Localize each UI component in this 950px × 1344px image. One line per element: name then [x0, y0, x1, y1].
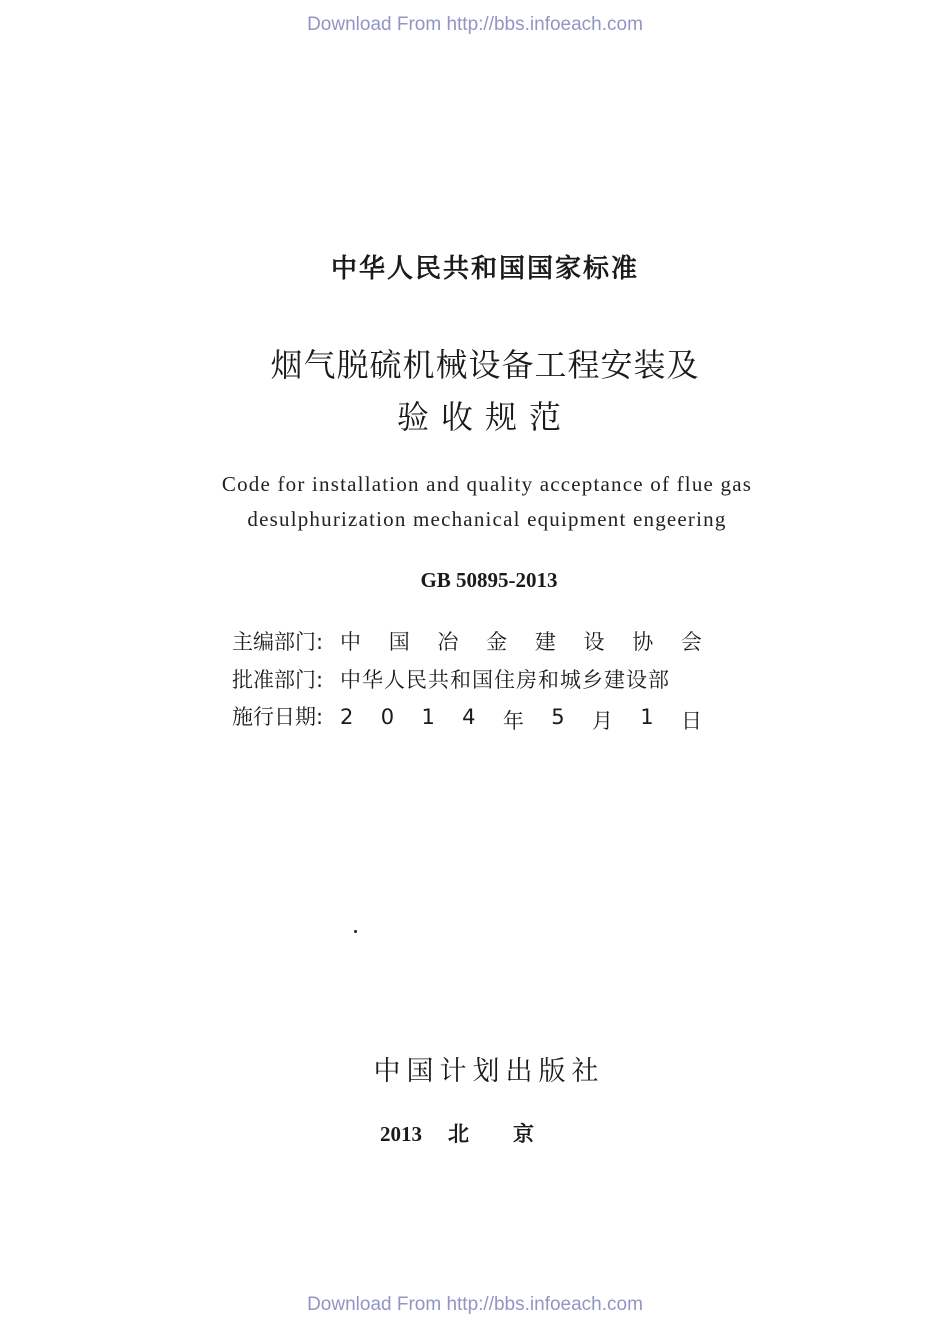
date-value: [340, 705, 702, 735]
editor-char: 中: [340, 630, 361, 654]
editor-row: [232, 626, 702, 656]
approver-row: [232, 664, 702, 694]
date-char: 5: [551, 705, 565, 729]
publication-place: [380, 1118, 578, 1148]
date-char: 日: [681, 709, 702, 733]
date-char: 4: [462, 705, 476, 729]
approver-value: 中华人民共和国住房和城乡建设部: [340, 668, 670, 692]
editor-char: 金: [486, 630, 508, 654]
publication-year: 2013: [380, 1122, 422, 1146]
editor-char: 冶: [437, 630, 459, 654]
editor-char: 国: [388, 630, 410, 654]
editor-char: 会: [680, 630, 702, 654]
date-char: 1: [421, 705, 435, 729]
date-char: 2: [340, 705, 354, 729]
editor-label: 主编部门:: [232, 630, 324, 654]
publisher: 中国计划出版社: [373, 1056, 605, 1087]
editor-char: 协: [632, 630, 654, 654]
date-char: 1: [640, 705, 654, 729]
editor-char: 设: [583, 630, 605, 654]
date-label: 施行日期:: [232, 705, 324, 729]
title-line-1: 烟气脱硫机械设备工程安装及: [270, 346, 700, 384]
publication-city: 北京: [448, 1122, 578, 1146]
editor-char: 建: [534, 630, 556, 654]
editor-value: [340, 626, 702, 656]
date-char: 年: [502, 709, 524, 733]
date-char: 月: [591, 709, 613, 733]
watermark-bottom: Download From http://bbs.infoeach.com: [307, 1294, 643, 1315]
standard-number: GB 50895-2013: [420, 568, 558, 592]
date-char: 0: [380, 705, 395, 729]
english-title-line-1: Code for installation and quality acceptance of flue gas: [221, 472, 753, 496]
watermark-top: Download From http://bbs.infoeach.com: [307, 14, 643, 35]
title-line-2: 验收规范: [396, 398, 573, 436]
standard-type: 中华人民共和国国家标准: [330, 254, 639, 284]
approver-label: 批准部门:: [232, 668, 324, 692]
date-row: [232, 701, 702, 731]
english-title-line-2: desulphurization mechanical equipment engeering: [247, 507, 727, 531]
print-speck: [354, 930, 357, 933]
